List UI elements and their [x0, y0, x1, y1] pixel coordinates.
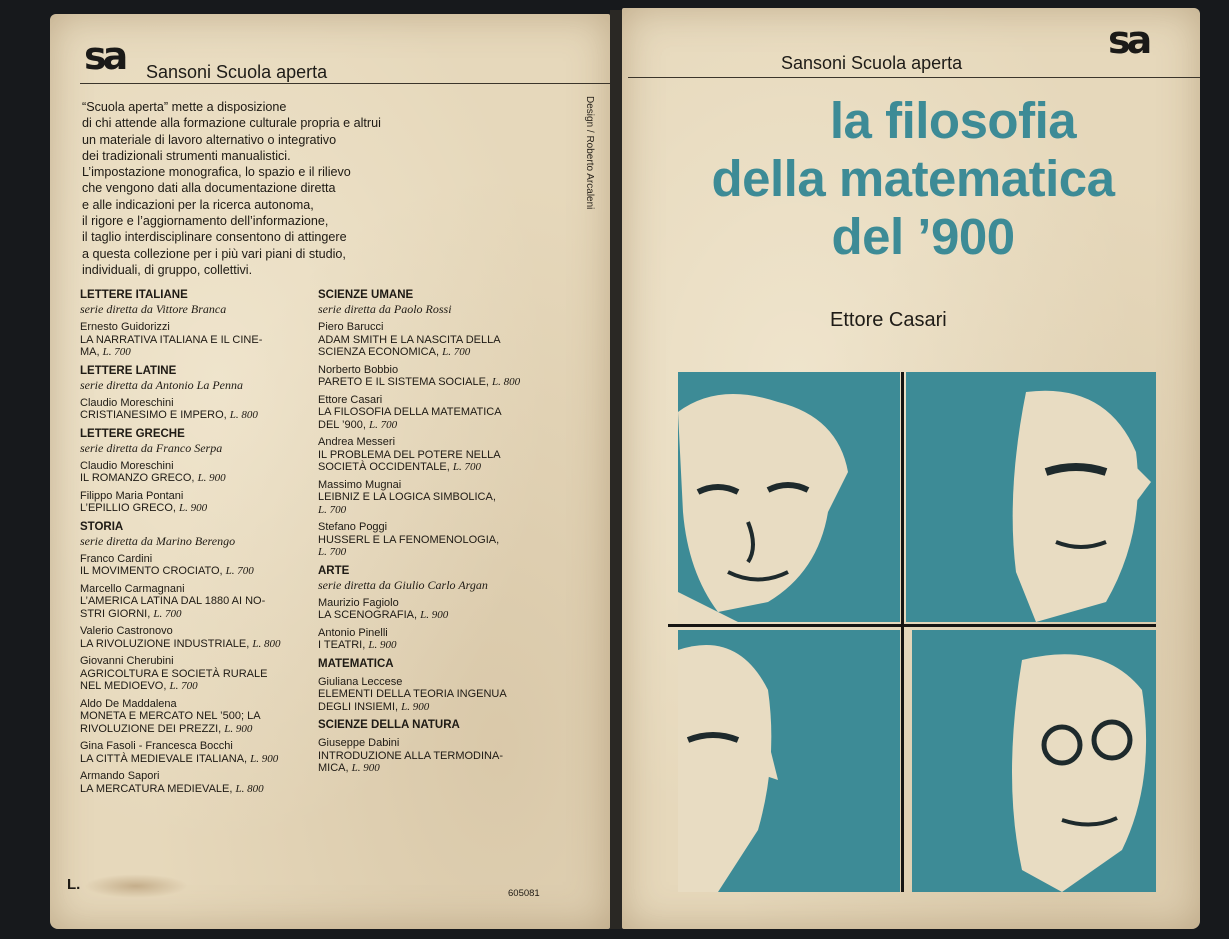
book-entry-price: L. 700: [442, 346, 471, 358]
book-entry-price: L. 900: [179, 502, 208, 514]
design-credit: Design / Roberto Arcaleni: [584, 96, 595, 210]
book-entry-price: L. 700: [153, 607, 182, 620]
grid-divider-vertical: [901, 372, 904, 892]
series-name-back: Sansoni Scuola aperta: [146, 62, 328, 82]
book-author: Ettore Casari: [830, 309, 947, 331]
book-entry-title-text: I TEATRI,: [318, 639, 366, 651]
section-title: LETTERE LATINE: [80, 364, 177, 377]
book-entry: [318, 436, 558, 474]
portrait-top-right: [906, 372, 1156, 622]
book-entry-price: L. 700: [318, 503, 347, 516]
book-entry-author: Ernesto Guidorizzi: [80, 321, 170, 333]
book-entry-author: Claudio Moreschini: [80, 396, 174, 409]
section-editor: serie diretta da Vittore Branca: [80, 302, 227, 316]
book-entry: [80, 740, 320, 765]
book-entry-title: [80, 472, 320, 485]
section-editor: serie diretta da Antonio La Penna: [80, 377, 243, 392]
grid-divider-horizontal: [668, 624, 1156, 627]
book-entry-title-text: CRISTIANESIMO E IMPERO,: [80, 409, 227, 421]
series-name-front: Sansoni Scuola aperta: [781, 53, 963, 73]
book-entry-title-text: LA NARRATIVA ITALIANA E IL CINE- MA,: [80, 333, 263, 358]
book-entry-title: [80, 783, 320, 796]
book-entry-author: Franco Cardini: [80, 552, 153, 565]
catalog-left-column: [80, 288, 320, 800]
portrait-bottom-left: [678, 630, 900, 892]
section-title: ARTE: [318, 564, 350, 577]
section-editor: serie diretta da Marino Berengo: [80, 533, 236, 548]
book-entry-title: [318, 334, 558, 359]
series-intro: “Scuola aperta” mette a disposizione di chi attende alla formazione culturale propria e altrui un materiale di lavoro alternativo o integrativo dei tradizionali strumenti manualistici. L’impostazione monografica, lo spazio e il rilievo che vengono dati alla documentazione diretta e alle indicazioni per la ricerca autonoma, il rigore e l’aggiornamento dell’informazione, il taglio interdisciplinare consentono di attingere a questa collezione per i più vari piani di studio, individuali, di gruppo, collettivi.: [82, 100, 381, 277]
book-entry-price: L. 700: [452, 461, 482, 473]
book-entry-price: L. 700: [318, 546, 347, 558]
book-entry-price: L. 900: [250, 752, 279, 765]
book-entry: [80, 321, 320, 359]
section-title: SCIENZE DELLA NATURA: [318, 719, 460, 731]
portrait-bottom-right: [912, 630, 1156, 892]
book-entry-title-text: LA SCENOGRAFIA,: [318, 609, 418, 621]
book-entry-title: [80, 565, 320, 578]
section-editor: serie diretta da Giulio Carlo Argan: [318, 577, 488, 592]
book-entry-author: Ettore Casari: [318, 393, 383, 406]
book-entry-title-text: LA FILOSOFIA DELLA MATEMATICA DEL ’900,: [318, 406, 502, 431]
book-entry-title: [318, 406, 558, 431]
book-entry: [318, 321, 558, 359]
book-entry-price: L. 900: [420, 609, 449, 621]
header-rule-front: [628, 77, 1200, 78]
publisher-logo-front: sa: [1108, 18, 1149, 62]
title-line-2: della matematica: [711, 150, 1115, 207]
book-entry-price: L. 900: [351, 762, 380, 774]
book-entry-title-text: ELEMENTI DELLA TEORIA INGENUA DEGLI INSIEMI,: [318, 688, 507, 713]
publisher-logo-back: sa: [84, 34, 125, 78]
catalog-section: [318, 657, 558, 714]
catalog-right-column: [318, 288, 558, 780]
book-entry-author: Stefano Poggi: [318, 521, 388, 533]
book-entry-title: [318, 609, 558, 622]
portrait-grid: [668, 372, 1156, 892]
book-entry-title-text: LA CITTÀ MEDIEVALE ITALIANA,: [80, 752, 248, 765]
book-entry-price: L. 800: [235, 782, 264, 795]
book-entry-title: [80, 595, 320, 620]
book-entry-price: L. 900: [401, 700, 430, 713]
book-entry-title: [318, 491, 558, 516]
book-entry-title: [318, 449, 558, 474]
book-entry-title: [80, 668, 320, 693]
book-entry-price: L. 700: [225, 565, 254, 577]
book-entry-title-text: IL PROBLEMA DEL POTERE NELLA SOCIETÀ OCCIDENTALE,: [318, 448, 501, 473]
catalog-section: [80, 288, 320, 359]
book-entry-price: L. 900: [197, 472, 226, 484]
book-entry-price: L. 900: [224, 722, 253, 735]
book-entry-price: L. 800: [252, 637, 281, 650]
catalog-section: [318, 288, 558, 559]
section-editor: serie diretta da Franco Serpa: [80, 440, 223, 455]
book-entry-author: Gina Fasoli - Francesca Bocchi: [80, 740, 233, 752]
book-entry-title-text: AGRICOLTURA E SOCIETÀ RURALE NEL MEDIOEVO,: [80, 667, 268, 692]
section-title: LETTERE ITALIANE: [80, 289, 188, 301]
book-entry-price: L. 700: [169, 680, 198, 692]
book-entry-author: Norberto Bobbio: [318, 363, 399, 376]
book-entry-title-text: MONETA E MERCATO NEL ’500; LA RIVOLUZIONE DEI PREZZI,: [80, 710, 261, 735]
book-entry-title: [318, 534, 558, 559]
book-entry-title: [318, 750, 558, 775]
book-entry: [318, 521, 558, 559]
book-entry: [318, 627, 558, 652]
book-entry-author: Massimo Mugnai: [318, 478, 402, 491]
book-entry-author: Giovanni Cherubini: [80, 655, 174, 667]
book-entry-author: Antonio Pinelli: [318, 626, 388, 639]
book-entry-author: Armando Sapori: [80, 770, 160, 782]
catalog-section: [318, 718, 558, 775]
section-editor: serie diretta da Paolo Rossi: [318, 302, 452, 316]
price-sticker-residue: [84, 874, 188, 898]
book-entry: [318, 737, 558, 775]
section-title: SCIENZE UMANE: [318, 289, 414, 301]
book-entry-title-text: LA RIVOLUZIONE INDUSTRIALE,: [80, 637, 250, 650]
portrait-top-left: [678, 372, 900, 622]
book-entry: [318, 394, 558, 432]
book-entry-title: [318, 639, 558, 652]
section-title: LETTERE GRECHE: [80, 427, 185, 440]
catalog-section: [80, 364, 320, 422]
book-entry: [80, 770, 320, 795]
book-entry-title-text: HUSSERL E LA FENOMENOLOGIA,: [318, 533, 500, 546]
book-entry: [80, 490, 320, 515]
title-line-3: del ’900: [831, 208, 1015, 265]
book-entry-title: [80, 334, 320, 359]
book-entry-title: [318, 376, 558, 389]
book-entry: [80, 655, 320, 693]
book-entry-author: Claudio Moreschini: [80, 459, 174, 472]
book-entry-author: Giuliana Leccese: [318, 675, 403, 688]
book-entry-title: [80, 638, 320, 651]
book-entry-title-text: PARETO E IL SISTEMA SOCIALE,: [318, 376, 489, 388]
title-line-1: la filosofia: [829, 92, 1077, 149]
book-entry-title-text: INTRODUZIONE ALLA TERMODINA- MICA,: [318, 749, 503, 774]
book-entry-title: [318, 688, 558, 713]
book-entry: [318, 597, 558, 622]
catalog-section: [80, 427, 320, 515]
book-entry-title: [80, 502, 320, 515]
book-entry: [80, 397, 320, 422]
book-entry-title-text: L’AMERICA LATINA DAL 1880 AI NO- STRI GIORNI,: [80, 595, 266, 620]
book-entry: [80, 460, 320, 485]
book-entry-author: Filippo Maria Pontani: [80, 489, 184, 502]
book-entry-author: Giuseppe Dabini: [318, 737, 400, 749]
book-entry-title-text: IL MOVIMENTO CROCIATO,: [80, 565, 223, 577]
book-entry: [80, 553, 320, 578]
book-entry-author: Aldo De Maddalena: [80, 697, 177, 710]
catalog-section: [318, 564, 558, 652]
book-entry-author: Valerio Castronovo: [80, 625, 173, 637]
book-entry-author: Andrea Messeri: [318, 436, 396, 448]
book-entry: [80, 583, 320, 621]
book-entry: [318, 479, 558, 517]
book-entry-title-text: LEIBNIZ E LA LOGICA SIMBOLICA,: [318, 491, 496, 503]
book-entry: [318, 676, 558, 714]
header-rule-back: [80, 83, 610, 84]
book-entry-price: L. 900: [368, 639, 397, 651]
book-entry-title-text: ADAM SMITH E LA NASCITA DELLA SCIENZA ECONOMICA,: [318, 333, 501, 358]
section-title: STORIA: [80, 520, 124, 533]
catalog-code: 605081: [508, 888, 540, 899]
spine-fold: [610, 10, 622, 929]
book-entry-title: [80, 409, 320, 422]
book-entry-title-text: LA MERCATURA MEDIEVALE,: [80, 782, 233, 795]
price-label: L.: [67, 876, 81, 893]
book-entry: [318, 364, 558, 389]
book-entry-title-text: IL ROMANZO GRECO,: [80, 472, 195, 484]
book-title: [628, 92, 1198, 266]
catalog-section: [80, 520, 320, 796]
book-entry-price: L. 700: [102, 346, 131, 358]
book-entry-title-text: L’EPILLIO GRECO,: [80, 502, 176, 514]
book-entry: [80, 698, 320, 736]
book-entry: [80, 625, 320, 650]
book-entry-title: [80, 753, 320, 766]
book-entry-price: L. 800: [229, 409, 258, 421]
book-entry-author: Piero Barucci: [318, 321, 384, 333]
book-entry-price: L. 800: [492, 376, 521, 388]
section-title: MATEMATICA: [318, 657, 394, 670]
book-entry-title: [80, 710, 320, 735]
book-entry-author: Maurizio Fagiolo: [318, 596, 399, 609]
book-entry-author: Marcello Carmagnani: [80, 582, 185, 595]
book-entry-price: L. 700: [368, 418, 398, 431]
